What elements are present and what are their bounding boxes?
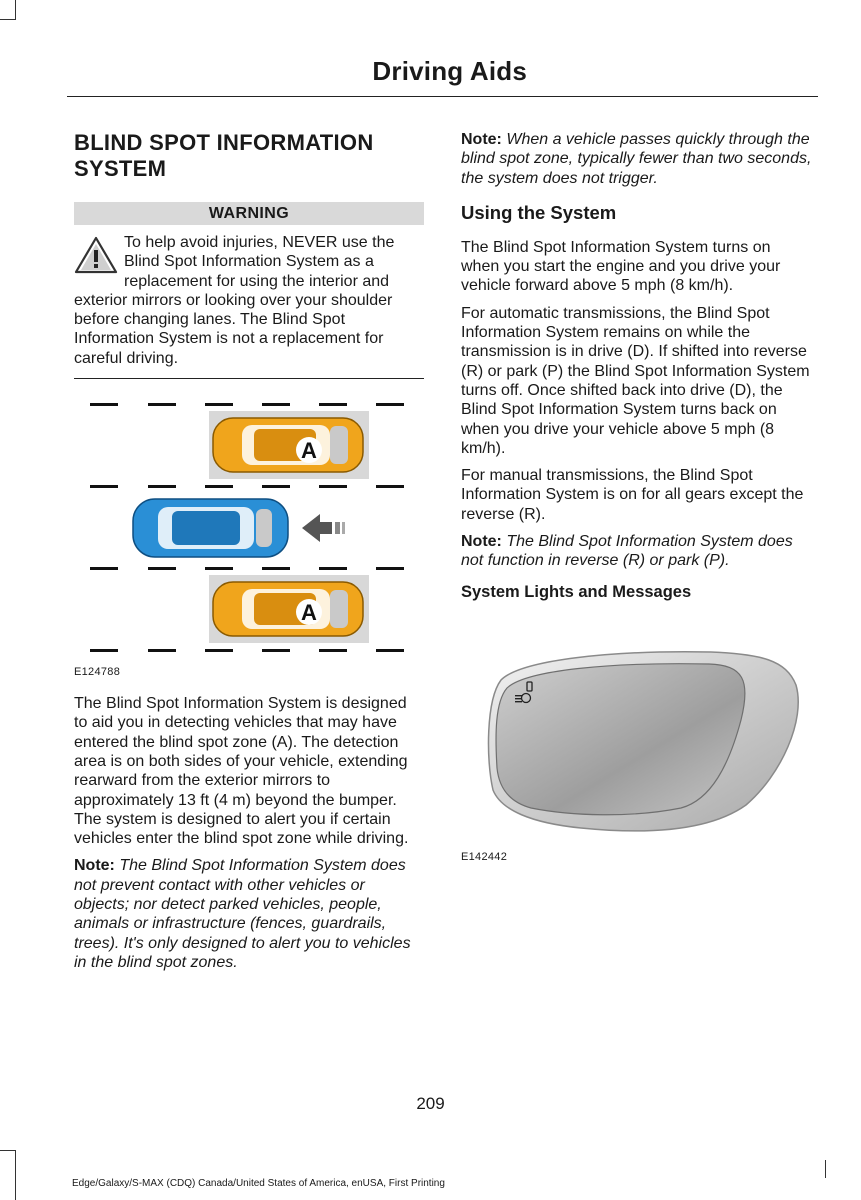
- body-paragraph: For manual transmissions, the Blind Spot Information System is on for all gears except the reverse (R).: [461, 467, 804, 523]
- crop-mark: [0, 19, 15, 20]
- body-paragraph: For automatic transmissions, the Blind Spot Information System remains on while the transmission is in drive (D). If shifted into reverse (R) or park (P) the Blind Spot Information System turns off. Once shifted back into drive (D), the Blind Spot Information System turns back on when you drive your vehicle above 5 mph (8 km/h).: [461, 304, 810, 457]
- warning-heading: WARNING: [74, 202, 424, 225]
- note-label: Note:: [74, 857, 115, 875]
- warning-text: To help avoid injuries, NEVER use the Blind Spot Information System as a replacement for using the interior and exterior mirrors or looking over your shoulder before changing lanes. The Blind Spot Information System is not a replacement for careful driving.: [74, 234, 395, 367]
- page-title: Driving Aids: [372, 56, 527, 86]
- note-text: The Blind Spot Information System does not prevent contact with other vehicles or objects; nor detect parked vehicles, people, animals or infrastructure (fences, guardrails, trees). It's only designed to alert you to vehicles in the blind spot zones.: [74, 857, 411, 971]
- blind-spot-diagram: [74, 393, 424, 663]
- vehicle-bottom-orange: [213, 582, 363, 636]
- subheading-system-lights: System Lights and Messages: [461, 582, 692, 601]
- note-paragraph: [461, 532, 813, 571]
- crop-mark: [0, 1150, 15, 1151]
- zone-label-a-top: A: [301, 438, 317, 464]
- side-mirror-illustration: [461, 640, 813, 850]
- note-paragraph: [461, 130, 813, 188]
- warning-box: [74, 233, 424, 368]
- right-column: [461, 130, 813, 863]
- note-text: When a vehicle passes quickly through the blind spot zone, typically fewer than two seconds, the system does not trigger.: [461, 131, 812, 187]
- warning-divider: [74, 378, 424, 379]
- zone-label-a-bottom: A: [301, 600, 317, 626]
- vehicle-top-orange: [213, 418, 363, 472]
- blind-spot-figure: [74, 393, 424, 678]
- note-paragraph: [74, 856, 424, 972]
- crop-mark: [825, 1160, 826, 1178]
- warning-triangle-icon: [74, 235, 118, 275]
- crop-mark: [15, 0, 16, 20]
- note-label: Note:: [461, 533, 502, 551]
- direction-arrow-icon: [302, 514, 345, 542]
- body-paragraph: The Blind Spot Information System turns on when you start the engine and you drive your vehicle forward above 5 mph (8 km/h).: [461, 238, 781, 295]
- figure-code: E124788: [74, 666, 121, 679]
- subheading-using-system: Using the System: [461, 201, 617, 223]
- left-column: [74, 130, 424, 980]
- mirror-figure: [461, 640, 813, 863]
- footer-text: Edge/Galaxy/S-MAX (CDQ) Canada/United States of America, enUSA, First Printing: [72, 1178, 445, 1189]
- crop-mark: [15, 1150, 16, 1200]
- vehicle-center-blue: [133, 499, 288, 557]
- note-label: Note:: [461, 131, 502, 148]
- page-number: 209: [416, 1094, 445, 1113]
- note-text: The Blind Spot Information System does not function in reverse (R) or park (P).: [461, 533, 793, 570]
- figure-code: E142442: [461, 850, 508, 863]
- header-divider: [67, 96, 818, 97]
- section-title: BLIND SPOT INFORMATION SYSTEM: [74, 130, 374, 181]
- body-paragraph: The Blind Spot Information System is designed to aid you in detecting vehicles that may have entered the blind spot zone (A). The detection area is on both sides of your vehicle, extending rearward from the exterior mirrors to approximately 13 ft (4 m) beyond the bumper. The system is designed to alert you if certain vehicles enter the blind spot zone while driving.: [74, 695, 409, 848]
